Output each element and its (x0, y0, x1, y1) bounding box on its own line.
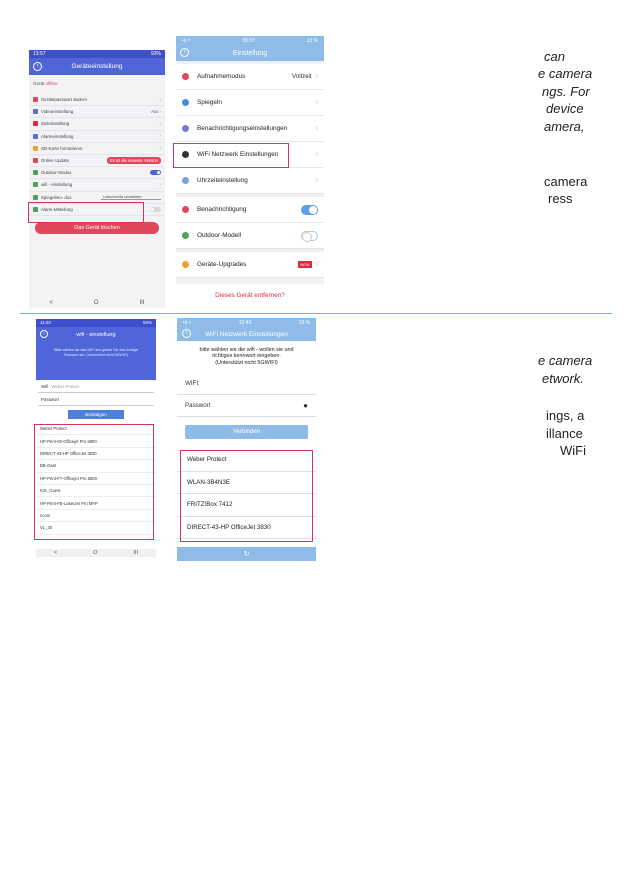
settings-row[interactable] (176, 116, 324, 142)
settings-row[interactable] (176, 64, 324, 90)
setting-label: SD-Karte formatieren (41, 145, 83, 151)
settings-row[interactable] (29, 94, 165, 106)
status-battery: 13 % (306, 38, 318, 44)
back-icon[interactable]: ‹ (40, 330, 48, 338)
password-field[interactable] (177, 395, 316, 417)
screen-title: Geräteeinstellung (71, 63, 123, 70)
ios-settings-screen (176, 36, 324, 301)
status-time: 11:03 (40, 320, 51, 325)
text-line: ngs. For (542, 84, 590, 99)
settings-row[interactable] (176, 90, 324, 116)
device-id-row (29, 75, 165, 94)
screen-title: WiFi Netzwerk Einstellungen (205, 330, 288, 338)
wifi-network-item[interactable]: BB-Gast (36, 460, 156, 472)
chevron-right-icon: › (159, 120, 161, 127)
status-signal: •ıl ≈ (182, 38, 191, 44)
chevron-right-icon: › (315, 99, 318, 106)
status-time: 12:43 (238, 320, 252, 326)
setting-icon (33, 195, 38, 200)
wifi-field-label: WIFI: (185, 380, 200, 387)
wifi-network-item[interactable]: ICE_Guest (36, 485, 156, 497)
wifi-field[interactable] (177, 373, 316, 395)
setting-icon (33, 146, 38, 151)
settings-row (176, 197, 324, 223)
back-icon[interactable]: ‹ (180, 48, 189, 57)
screen-title: Einstellung (232, 49, 268, 57)
text-line: illance (546, 426, 583, 441)
setting-icon (182, 177, 189, 184)
confirm-button[interactable]: Bestätigen (68, 410, 124, 419)
status-time: 09:37 (242, 38, 255, 44)
chevron-right-icon: › (159, 108, 161, 115)
chevron-right-icon: › (159, 133, 161, 140)
device-id-label: Gerät (33, 81, 45, 86)
status-bar (29, 50, 165, 58)
status-bar (176, 36, 324, 45)
setting-icon (33, 109, 38, 114)
section-divider (20, 313, 612, 314)
chevron-right-icon: › (159, 96, 161, 103)
setting-label: Aufnahmemodus (197, 73, 246, 80)
wifi-instruction-text: Bitte wählen sie das WiFi aus geben Sie das richtige Passwort ein. (Unterstützt nicht 5GWIFI) (54, 348, 138, 357)
setting-label: Uhrzeiteinstellung (197, 177, 248, 184)
chevron-right-icon: › (315, 261, 318, 268)
setting-label: Online Update (41, 158, 70, 164)
alarm-toggle[interactable] (150, 207, 161, 212)
text-line: etwork. (542, 371, 584, 386)
setting-icon (33, 170, 38, 175)
setting-label: Outdoor-Modell (197, 232, 242, 239)
chevron-right-icon: › (315, 177, 318, 184)
text-line: e camera (538, 66, 593, 81)
wifi-network-item[interactable]: HP-Print-03-Officejet Pro 8600 (36, 435, 156, 447)
status-bar (36, 319, 156, 327)
wifi-network-item[interactable]: DIRECT-43-HP OfficeJet 3830 (177, 517, 316, 540)
text-line: camera (544, 174, 588, 189)
wifi-network-item[interactable]: DIRECT-43-HP OfficeJet 3830 (36, 448, 156, 460)
wifi-network-item[interactable]: VL_30 (36, 522, 156, 534)
text-line: WiFi (560, 443, 586, 458)
text-line: amera, (544, 119, 585, 134)
settings-row[interactable] (176, 168, 324, 194)
screen-header (177, 327, 316, 341)
upgrade-row[interactable] (176, 252, 324, 278)
wifi-network-item[interactable]: HP-Print-F7-Officejet Pro 8600 (36, 473, 156, 485)
nav-recents-icon[interactable]: III (139, 300, 145, 306)
chevron-right-icon: › (159, 145, 161, 152)
outdoor-toggle[interactable] (150, 170, 161, 175)
notification-toggle[interactable] (301, 205, 318, 215)
setting-label: wifi - einstellung (41, 182, 73, 188)
setting-icon (182, 73, 189, 80)
settings-row[interactable] (29, 131, 165, 143)
android-nav-bar (36, 549, 156, 557)
settings-group-toggles (176, 197, 324, 249)
nav-home-icon[interactable]: O (93, 550, 98, 556)
settings-row[interactable] (29, 179, 165, 191)
highlight-wifi-network-settings (173, 143, 289, 168)
setting-value: Aus (151, 109, 159, 115)
wifi-network-item[interactable]: Weber Protect (177, 449, 316, 472)
setting-icon (182, 206, 189, 213)
setting-label: Benachrichtigungseinstellungen (197, 125, 288, 132)
chevron-right-icon: › (315, 125, 318, 132)
settings-group-upgrade (176, 252, 324, 278)
settings-row[interactable] (29, 106, 165, 118)
wifi-network-item[interactable]: HP-Print-FB-LaserJet Pro MFP (36, 497, 156, 509)
nav-recents-icon[interactable]: III (133, 550, 139, 556)
setting-icon (33, 97, 38, 102)
setting-label: Spiegeln (197, 99, 222, 106)
settings-row[interactable] (29, 143, 165, 155)
text-line: ress (548, 191, 573, 206)
show-password-icon[interactable]: ● (303, 401, 308, 410)
chevron-right-icon: › (315, 73, 318, 80)
setting-label: Spiegelmo- dus (41, 194, 72, 200)
status-battery: 13 % (298, 320, 310, 326)
settings-row[interactable] (29, 167, 165, 179)
upgrade-label: Geräte-Upgrades (197, 261, 247, 268)
wifi-network-item[interactable]: FRITZ!Box 7412 (177, 494, 316, 517)
instruction-line-2: richtiges kennwort eingeben. (212, 353, 281, 360)
device-status: offline (45, 81, 58, 86)
settings-row[interactable] (29, 155, 165, 167)
back-icon[interactable]: ‹ (182, 329, 191, 338)
status-time: 13:57 (33, 51, 46, 57)
outdoor-toggle[interactable] (301, 231, 318, 241)
highlight-wifi-setting (28, 202, 144, 223)
delete-device-button[interactable]: Das Gerät löschen (35, 222, 159, 234)
refresh-icon[interactable]: ↻ (243, 551, 250, 558)
setting-label: Alarmeinstellung (41, 133, 74, 139)
wifi-field-label: Wifi (41, 383, 49, 389)
android-device-settings-screen (29, 50, 165, 308)
setting-value: Vollzeit (292, 73, 312, 80)
nav-home-icon[interactable]: O (93, 300, 99, 306)
mirror-mode-select[interactable]: Links/rechts umdrehen (101, 195, 161, 200)
setting-icon (182, 125, 189, 132)
password-field[interactable] (38, 393, 154, 406)
setting-icon (33, 158, 38, 163)
chevron-right-icon: › (159, 181, 161, 188)
setting-label: Benachrichtigung (197, 206, 247, 213)
text-line: can (544, 49, 565, 64)
instruction-line-3: (Unterstützt nicht 5GWIFI) (215, 359, 278, 366)
remove-device-button[interactable]: Dieses Gerät entfernen? (176, 284, 324, 301)
text-line: ings, a (546, 408, 585, 423)
wifi-header-panel (36, 327, 156, 380)
setting-label: Zeiteinstellung (41, 121, 70, 127)
wifi-field-value: Weber Protect (51, 383, 80, 389)
connect-button[interactable]: Verbinden (185, 425, 308, 439)
highlight-network-list (34, 424, 154, 540)
setting-icon (182, 99, 189, 106)
nav-back-icon[interactable]: < (53, 550, 58, 556)
settings-group-main (176, 64, 324, 194)
instruction-line-1: bitte wählen sie die wifi - wollen sie und (199, 347, 294, 353)
screen-header (29, 58, 165, 75)
setting-label: Gerätepasswort ändern (41, 97, 87, 103)
status-battery: 93% (150, 51, 161, 57)
status-signal: •ıl ≈ (183, 320, 192, 326)
setting-icon (33, 121, 38, 126)
wifi-network-item[interactable]: ncom (36, 510, 156, 522)
settings-row (176, 223, 324, 249)
refresh-bar[interactable] (177, 547, 316, 561)
password-field-label: Passwort (185, 402, 211, 409)
setting-label: Videoeinstellung (41, 109, 74, 115)
screen-header (176, 45, 324, 61)
chevron-right-icon: › (315, 151, 318, 158)
highlight-network-list (180, 450, 313, 542)
settings-row[interactable] (29, 118, 165, 130)
password-field-label: Passwort (41, 396, 60, 402)
android-nav-bar (29, 298, 165, 308)
setting-label: Alarm-Mitteilung (41, 206, 73, 212)
nav-back-icon[interactable]: < (49, 300, 53, 306)
setting-icon (33, 182, 38, 187)
status-bar (177, 318, 316, 327)
wifi-instruction-text (177, 341, 316, 373)
setting-label: WiFi Netzwerk Einstellungen (197, 151, 279, 158)
settings-list (29, 94, 165, 216)
back-icon[interactable]: ‹ (33, 62, 42, 71)
wifi-network-item[interactable]: Weber Protect (36, 423, 156, 435)
status-battery: 93% (142, 320, 152, 325)
update-status-badge: Es ist die neueste Version (107, 157, 161, 164)
text-line: e camera (538, 353, 593, 368)
upgrade-icon (182, 261, 189, 268)
text-line: device (546, 101, 584, 116)
wifi-field[interactable] (38, 380, 154, 393)
screen-title: wifi - einstellung (76, 332, 116, 338)
setting-icon (182, 232, 189, 239)
wifi-network-item[interactable]: WLAN-3B4N3E (177, 472, 316, 495)
setting-label: Outdoor-Modus (41, 170, 72, 176)
setting-icon (33, 134, 38, 139)
new-badge: NEW (300, 262, 310, 267)
